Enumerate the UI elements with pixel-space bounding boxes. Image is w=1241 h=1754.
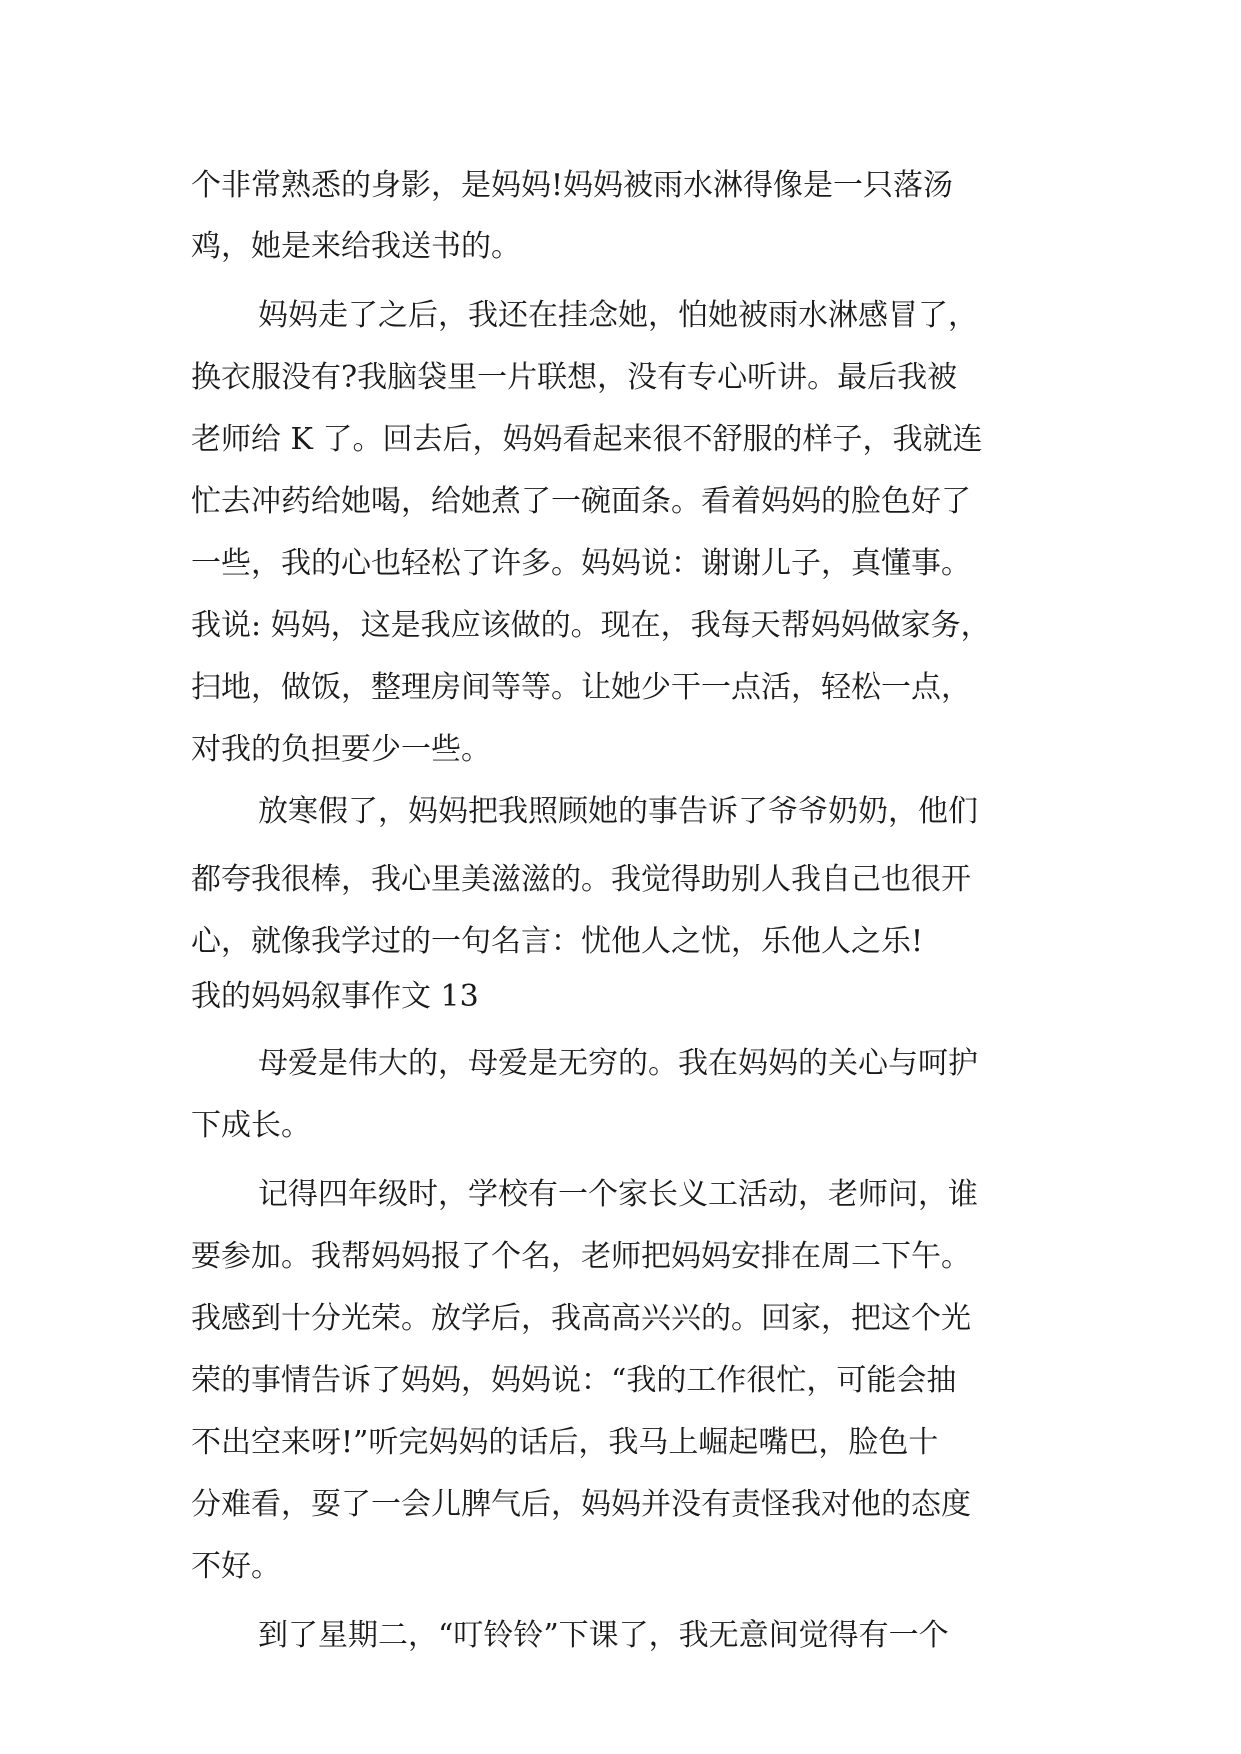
paragraph-start: 母爱是伟大的，母爱是无穷的。我在妈妈的关心与呵护	[258, 1046, 978, 1081]
paragraph-start: 到了星期二，“叮铃铃”下课了，我无意间觉得有一个	[258, 1618, 949, 1653]
text-line: 荣的事情告诉了妈妈，妈妈说：“我的工作很忙，可能会抽	[191, 1363, 957, 1398]
section-heading: 我的妈妈叙事作文 13	[191, 979, 479, 1014]
text-line: 忙去冲药给她喝，给她煮了一碗面条。看着妈妈的脸色好了	[191, 484, 971, 519]
text-line: 我感到十分光荣。放学后，我高高兴兴的。回家，把这个光	[191, 1301, 971, 1336]
text-line: 都夸我很棒，我心里美滋滋的。我觉得助别人我自己也很开	[191, 862, 971, 897]
text-line: 鸡，她是来给我送书的。	[191, 229, 521, 264]
text-line: 对我的负担要少一些。	[191, 732, 491, 767]
text-line: 老师给 K 了。回去后，妈妈看起来很不舒服的样子，我就连	[191, 422, 983, 457]
text-line: 扫地，做饭，整理房间等等。让她少干一点活，轻松一点，	[191, 670, 971, 705]
paragraph-start: 妈妈走了之后，我还在挂念她，怕她被雨水淋感冒了，	[258, 298, 978, 333]
text-line: 不好。	[191, 1549, 281, 1584]
text-line: 不出空来呀!”听完妈妈的话后，我马上崛起嘴巴，脸色十	[191, 1425, 939, 1460]
text-line: 个非常熟悉的身影，是妈妈!妈妈被雨水淋得像是一只落汤	[191, 168, 954, 203]
text-line: 要参加。我帮妈妈报了个名，老师把妈妈安排在周二下午。	[191, 1239, 971, 1274]
text-line: 换衣服没有?我脑袋里一片联想，没有专心听讲。最后我被	[191, 360, 958, 395]
text-line: 一些，我的心也轻松了许多。妈妈说：谢谢儿子，真懂事。	[191, 546, 971, 581]
paragraph-start: 放寒假了，妈妈把我照顾她的事告诉了爷爷奶奶，他们	[258, 794, 978, 829]
text-line: 我说: 妈妈，这是我应该做的。现在，我每天帮妈妈做家务，	[191, 608, 991, 643]
paragraph-start: 记得四年级时，学校有一个家长义工活动，老师问，谁	[258, 1177, 978, 1212]
text-line: 分难看，耍了一会儿脾气后，妈妈并没有责怪我对他的态度	[191, 1487, 971, 1522]
text-line: 心，就像我学过的一句名言：忧他人之忧，乐他人之乐!	[191, 924, 924, 959]
text-line: 下成长。	[191, 1108, 311, 1143]
